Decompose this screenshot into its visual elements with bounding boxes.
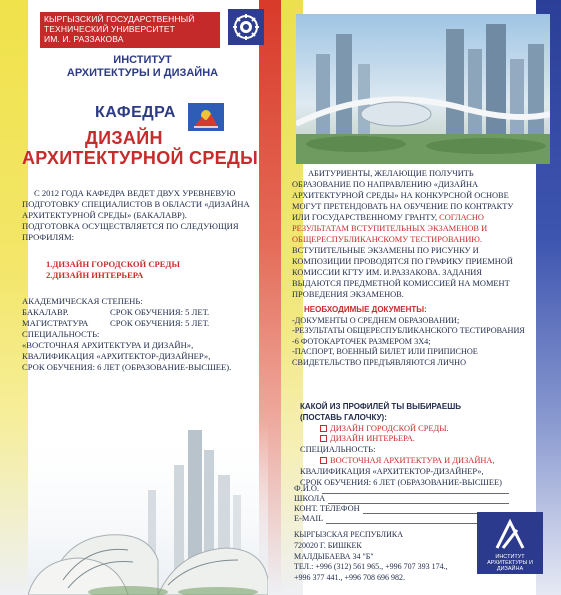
documents-section <box>292 305 532 369</box>
degree-name: МАГИСТРАТУРА <box>22 318 89 328</box>
speciality-line: СРОК ОБУЧЕНИЯ: 6 ЛЕТ (ОБРАЗОВАНИЕ-ВЫСШЕЕ). <box>22 362 232 372</box>
futuristic-skyline-image <box>296 14 550 164</box>
department-title-line2: АРХИТЕКТУРНОЙ СРЕДЫ <box>22 148 258 168</box>
spec-line: СРОК ОБУЧЕНИЯ: 6 ЛЕТ (ОБРАЗОВАНИЕ-ВЫСШЕЕ) <box>300 477 502 487</box>
form-field[interactable] <box>294 494 509 504</box>
field-label: Ф.И.О. <box>294 484 319 493</box>
gear-emblem-icon <box>231 12 261 42</box>
spec-title: СПЕЦИАЛЬНОСТЬ: <box>300 445 376 455</box>
degree-term: СРОК ОБУЧЕНИЯ: 5 ЛЕТ. <box>110 307 210 317</box>
university-line: КЫРГЫЗСКИЙ ГОСУДАРСТВЕННЫЙ <box>44 14 195 24</box>
logo-line: АРХИТЕКТУРЫ И ДИЗАЙНА <box>487 560 533 572</box>
spec-option[interactable] <box>300 456 540 467</box>
logo-line: ИНСТИТУТ <box>495 554 525 560</box>
field-line[interactable] <box>322 486 509 494</box>
choice-title: КАКОЙ ИЗ ПРОФИЛЕЙ ТЫ ВЫБИРАЕШЬ <box>300 402 462 411</box>
intro-paragraph: С 2012 ГОДА КАФЕДРА ВЕДЕТ ДВУХ УРЕВНЕВУЮ ПОДГОТОВКУ СПЕЦИАЛИСТОВ В ОБЛАСТИ «ДИЗАЙНА АРХИТЕКТУРНОЙ СРЕДЫ» (БАКАЛАВР). <box>22 188 250 220</box>
futuristic-city-image <box>28 420 268 595</box>
degree-term: СРОК ОБУЧЕНИЯ: 5 ЛЕТ. <box>110 318 210 328</box>
profiles-list <box>46 259 180 281</box>
field-line[interactable] <box>328 496 509 504</box>
choice-option[interactable] <box>300 434 540 445</box>
intro-paragraph: ПОДГОТОВКА ОСУЩЕСТВЛЯЕТСЯ ПО СЛЕДУЮЩИЯ ПРОФИЛЯМ: <box>22 221 239 242</box>
spec-label: ВОСТОЧНАЯ АРХИТЕКТУРА И ДИЗАЙНА, <box>330 455 495 465</box>
institute-logo <box>477 512 543 574</box>
university-logo <box>228 9 264 45</box>
admission-para: АБИТУРИЕНТЫ, ЖЕЛАЮЩИЕ ПОЛУЧИТЬ ОБРАЗОВАНИЕ ПО НАПРАВЛЕНИЮ «ДИЗАЙНА АРХИТЕКТУРНОЙ СРЕДЫ» НА КОНКУРСНОЙ ОСНОВЕ МОГУТ ПРЕТЕНДОВАТЬ НА ОБУЧЕНИЕ ПО КОНТРАКТУ ИЛИ ГОСУДАРСТВЕННОМУ ГРАНТУ, <box>292 169 514 222</box>
speciality-line: «ВОСТОЧНАЯ АРХИТЕКТУРА И ДИЗАЙН», <box>22 340 194 350</box>
degree-section <box>22 296 267 373</box>
admission-text <box>292 168 532 300</box>
document-item: -ПАСПОРТ, ВОЕННЫЙ БИЛЕТ ИЛИ ПРИПИСНОЕ СВИДЕТЕЛЬСТВО ПРЕДЪЯВЛЯЮТСЯ ЛИЧНО <box>292 347 478 367</box>
speciality-title: СПЕЦИАЛЬНОСТЬ: <box>22 329 100 339</box>
degree-name: БАКАЛАВР. <box>22 307 69 317</box>
university-line: ТЕХНИЧЕСКИЙ УНИВЕРСИТЕТ <box>44 24 175 34</box>
university-banner <box>40 12 220 48</box>
spec-line: КВАЛИФИКАЦИЯ «АРХИТЕКТОР-ДИЗАЙНЕР», <box>300 466 484 476</box>
checkbox[interactable] <box>320 435 327 442</box>
mountain-sun-icon <box>191 105 221 129</box>
admission-highlight: СОГЛАСНО РЕЗУЛЬТАТАМ ВСТУПИТЕЛЬНЫХ ЭКЗАМЕНОВ И ОБЩЕРЕСПУБЛИКАНСКОМУ ТЕСТИРОВАНИЮ. <box>292 213 488 244</box>
address-line: МАЛДЫБАЕВА 34 "Б" <box>294 551 374 561</box>
checkbox[interactable] <box>320 425 327 432</box>
admission-para: ВСТУПИТЕЛЬНЫЕ ЭКЗАМЕНЫ ПО РИСУНКУ И КОМПОЗИЦИИ ПРОВОДЯТСЯ ПО ГРАФИКУ ПРИЕМНОЙ КОМИССИИ КГТУ ИМ. И.РАЗЗАКОВА. ЗАДАНИЯ ВЫДАЮТСЯ ПРЕДМЕТНОЙ КОМИССИЕЙ НА МОМЕНТ ПРОВЕДЕНИЯ ЭКЗАМЕНОВ. <box>292 246 513 299</box>
institute-title <box>40 54 245 80</box>
address-block <box>294 530 504 584</box>
institute-line: ИНСТИТУТ <box>113 54 172 66</box>
choice-label: ДИЗАЙН ГОРОДСКОЙ СРЕДЫ. <box>330 423 449 433</box>
institute-line: АРХИТЕКТУРЫ И ДИЗАЙНА <box>66 67 219 79</box>
form-field[interactable] <box>294 484 509 494</box>
field-label: ШКОЛА <box>294 494 326 503</box>
kafedra-label: КАФЕДРА <box>95 104 176 121</box>
degree-row <box>22 307 267 318</box>
university-line: ИМ. И. РАЗЗАКОВА <box>44 34 124 44</box>
field-label: E-MAIL <box>294 514 324 523</box>
degree-title: АКАДЕМИЧЕСКАЯ СТЕПЕНЬ: <box>22 296 143 306</box>
checkbox[interactable] <box>320 457 327 464</box>
document-item: -РЕЗУЛЬТАТЫ ОБЩЕРЕСПУБЛИКАНСКОГО ТЕСТИРОВАНИЯ <box>292 326 525 336</box>
profile-choice-section <box>300 402 540 488</box>
degree-row <box>22 318 267 329</box>
speciality-line: КВАЛИФИКАЦИЯ «АРХИТЕКТОР-ДИЗАЙНЕР», <box>22 351 211 361</box>
choice-label: ДИЗАЙН ИНТЕРЬЕРА. <box>330 434 415 444</box>
department-title-line1: ДИЗАЙН <box>85 128 163 148</box>
choice-title: (ПОСТАВЬ ГАЛОЧКУ): <box>300 412 387 422</box>
institute-logo-icon <box>493 518 527 552</box>
intro-text <box>22 188 262 243</box>
address-line: ТЕЛ.: +996 (312) 561 965., +996 707 393 174., <box>294 562 448 572</box>
document-item: -ДОКУМЕНТЫ О СРЕДНЕМ ОБРАЗОВАНИИ; <box>292 315 460 325</box>
field-label: КОНТ. ТЕЛЕФОН <box>294 504 360 513</box>
profile-item: 1.ДИЗАЙН ГОРОДСКОЙ СРЕДЫ <box>46 259 180 269</box>
profile-item: 2.ДИЗАЙН ИНТЕРЬЕРА <box>46 270 144 280</box>
address-line: КЫРГЫЗСКАЯ РЕСПУБЛИКА <box>294 530 403 539</box>
address-line: 720020 Г. БИШКЕК <box>294 540 362 550</box>
document-item: -6 ФОТОКАРТОЧЕК РАЗМЕРОМ 3Х4; <box>292 336 431 346</box>
documents-title: НЕОБХОДИМЫЕ ДОКУМЕНТЫ: <box>304 305 427 314</box>
department-emblem <box>188 103 224 131</box>
choice-option[interactable] <box>300 424 540 435</box>
address-line: +996 377 441., +996 708 696 982. <box>294 573 406 583</box>
